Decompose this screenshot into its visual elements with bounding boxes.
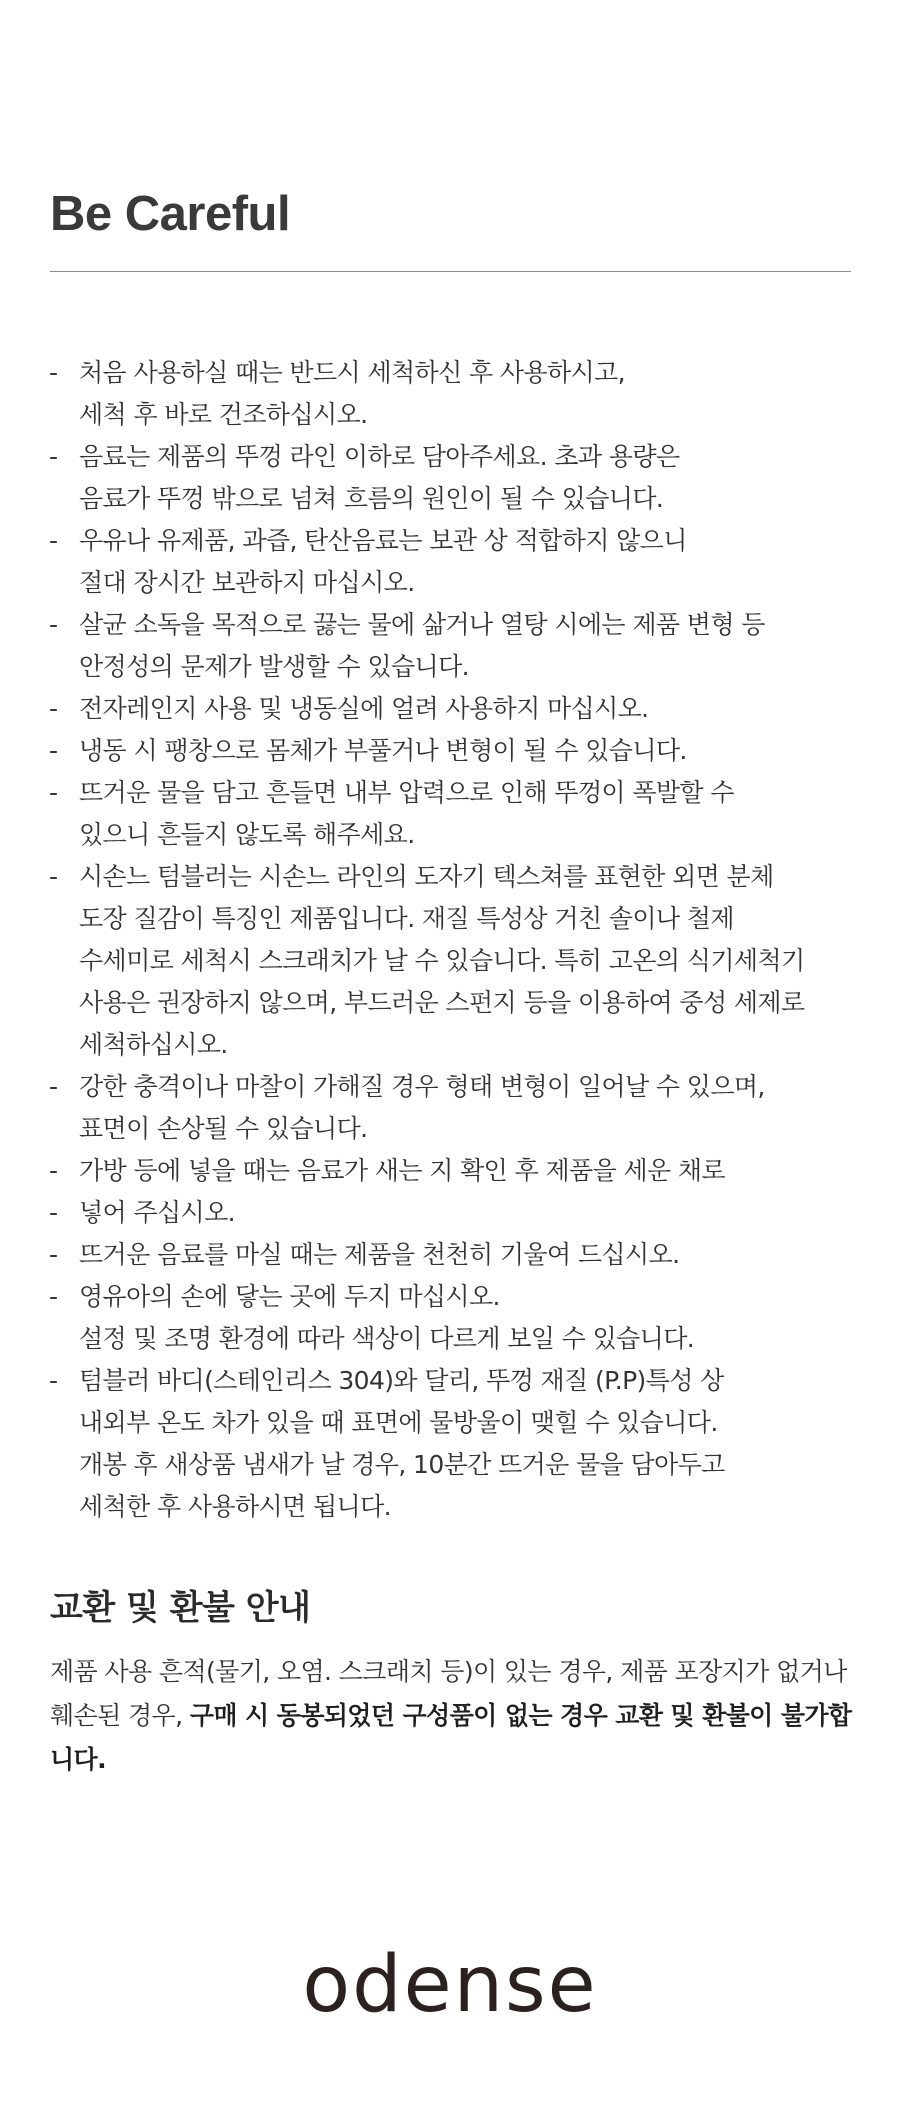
caution-text-line: 뜨거운 물을 담고 흔들면 내부 압력으로 인해 뚜껑이 폭발할 수 bbox=[79, 778, 734, 807]
caution-text-line: 개봉 후 새상품 냄새가 날 경우, 10분간 뜨거운 물을 담아두고 bbox=[79, 1450, 725, 1479]
page-title: Be Careful bbox=[50, 187, 291, 241]
caution-list bbox=[47, 352, 867, 1528]
caution-item bbox=[47, 688, 867, 730]
caution-item bbox=[47, 730, 867, 772]
refund-notice-text: 제품 사용 흔적(물기, 오염. 스크래치 등)이 있는 경우, 제품 포장지가 없거나 훼손된 경우, bbox=[50, 1657, 847, 1730]
refund-notice-emphasis: 구매 시 동봉되었던 구성품이 없는 경우 교환 및 환불이 불가합니다. bbox=[50, 1701, 852, 1774]
caution-text-line: 시손느 텀블러는 시손느 라인의 도자기 텍스쳐를 표현한 외면 분체 bbox=[79, 862, 774, 891]
caution-text-line: 살균 소독을 목적으로 끓는 물에 삶거나 열탕 시에는 제품 변형 등 bbox=[79, 610, 765, 639]
bullet-dash: - bbox=[49, 358, 58, 387]
bullet-dash: - bbox=[49, 862, 58, 891]
caution-text-line: 우유나 유제품, 과즙, 탄산음료는 보관 상 적합하지 않으니 bbox=[79, 526, 687, 555]
caution-item bbox=[47, 1276, 867, 1360]
caution-item bbox=[47, 1150, 867, 1192]
caution-text-line: 안정성의 문제가 발생할 수 있습니다. bbox=[79, 652, 469, 681]
caution-text-line: 수세미로 세척시 스크래치가 날 수 있습니다. 특히 고온의 식기세척기 bbox=[79, 946, 805, 975]
title-divider bbox=[50, 271, 851, 272]
caution-text-line: 처음 사용하실 때는 반드시 세척하신 후 사용하시고, bbox=[79, 358, 625, 387]
caution-text-line: 세척하십시오. bbox=[79, 1030, 228, 1059]
caution-item bbox=[47, 604, 867, 688]
caution-text-line: 사용은 권장하지 않으며, 부드러운 스펀지 등을 이용하여 중성 세제로 bbox=[79, 988, 805, 1017]
caution-text-line: 내외부 온도 차가 있을 때 표면에 물방울이 맺힐 수 있습니다. bbox=[79, 1408, 718, 1437]
caution-text-line: 넣어 주십시오. bbox=[79, 1198, 235, 1227]
caution-text-line: 강한 충격이나 마찰이 가해질 경우 형태 변형이 일어날 수 있으며, bbox=[79, 1072, 765, 1101]
bullet-dash: - bbox=[49, 526, 58, 555]
caution-item bbox=[47, 1234, 867, 1276]
caution-item bbox=[47, 352, 867, 436]
caution-text-line: 표면이 손상될 수 있습니다. bbox=[79, 1114, 368, 1143]
bullet-dash: - bbox=[49, 694, 58, 723]
caution-item bbox=[47, 1192, 867, 1234]
caution-text-line: 세척 후 바로 건조하십시오. bbox=[79, 400, 368, 429]
caution-text-line: 영유아의 손에 닿는 곳에 두지 마십시오. bbox=[79, 1282, 500, 1311]
caution-item bbox=[47, 436, 867, 520]
bullet-dash: - bbox=[49, 778, 58, 807]
bullet-dash: - bbox=[49, 1198, 58, 1227]
caution-item bbox=[47, 1066, 867, 1150]
bullet-dash: - bbox=[49, 1366, 58, 1395]
bullet-dash: - bbox=[49, 1072, 58, 1101]
bullet-dash: - bbox=[49, 736, 58, 765]
caution-text-line: 설정 및 조명 환경에 따라 색상이 다르게 보일 수 있습니다. bbox=[79, 1324, 695, 1353]
caution-text-line: 뜨거운 음료를 마실 때는 제품을 천천히 기울여 드십시오. bbox=[79, 1240, 680, 1269]
caution-item bbox=[47, 520, 867, 604]
caution-item bbox=[47, 856, 867, 1066]
caution-text-line: 절대 장시간 보관하지 마십시오. bbox=[79, 568, 415, 597]
bullet-dash: - bbox=[49, 442, 58, 471]
caution-text-line: 냉동 시 팽창으로 몸체가 부풀거나 변형이 될 수 있습니다. bbox=[79, 736, 687, 765]
bullet-dash: - bbox=[49, 610, 58, 639]
bullet-dash: - bbox=[49, 1282, 58, 1311]
caution-text-line: 음료는 제품의 뚜껑 라인 이하로 담아주세요. 초과 용량은 bbox=[79, 442, 680, 471]
bullet-dash: - bbox=[49, 1240, 58, 1269]
caution-text-line: 있으니 흔들지 않도록 해주세요. bbox=[79, 820, 415, 849]
brand-logo: odense bbox=[302, 1940, 598, 2030]
refund-section-title: 교환 및 환불 안내 bbox=[50, 1588, 311, 1628]
caution-text-line: 도장 질감이 특징인 제품입니다. 재질 특성상 거친 솔이나 철제 bbox=[79, 904, 734, 933]
caution-text-line: 가방 등에 넣을 때는 음료가 새는 지 확인 후 제품을 세운 채로 bbox=[79, 1156, 726, 1185]
refund-notice bbox=[50, 1650, 870, 1782]
caution-text-line: 음료가 뚜껑 밖으로 넘쳐 흐름의 원인이 될 수 있습니다. bbox=[79, 484, 664, 513]
caution-text-line: 전자레인지 사용 및 냉동실에 얼려 사용하지 마십시오. bbox=[79, 694, 649, 723]
caution-item bbox=[47, 772, 867, 856]
caution-item bbox=[47, 1360, 867, 1528]
caution-text-line: 텀블러 바디(스테인리스 304)와 달리, 뚜껑 재질 (P.P)특성 상 bbox=[79, 1366, 724, 1395]
bullet-dash: - bbox=[49, 1156, 58, 1185]
caution-text-line: 세척한 후 사용하시면 됩니다. bbox=[79, 1492, 391, 1521]
